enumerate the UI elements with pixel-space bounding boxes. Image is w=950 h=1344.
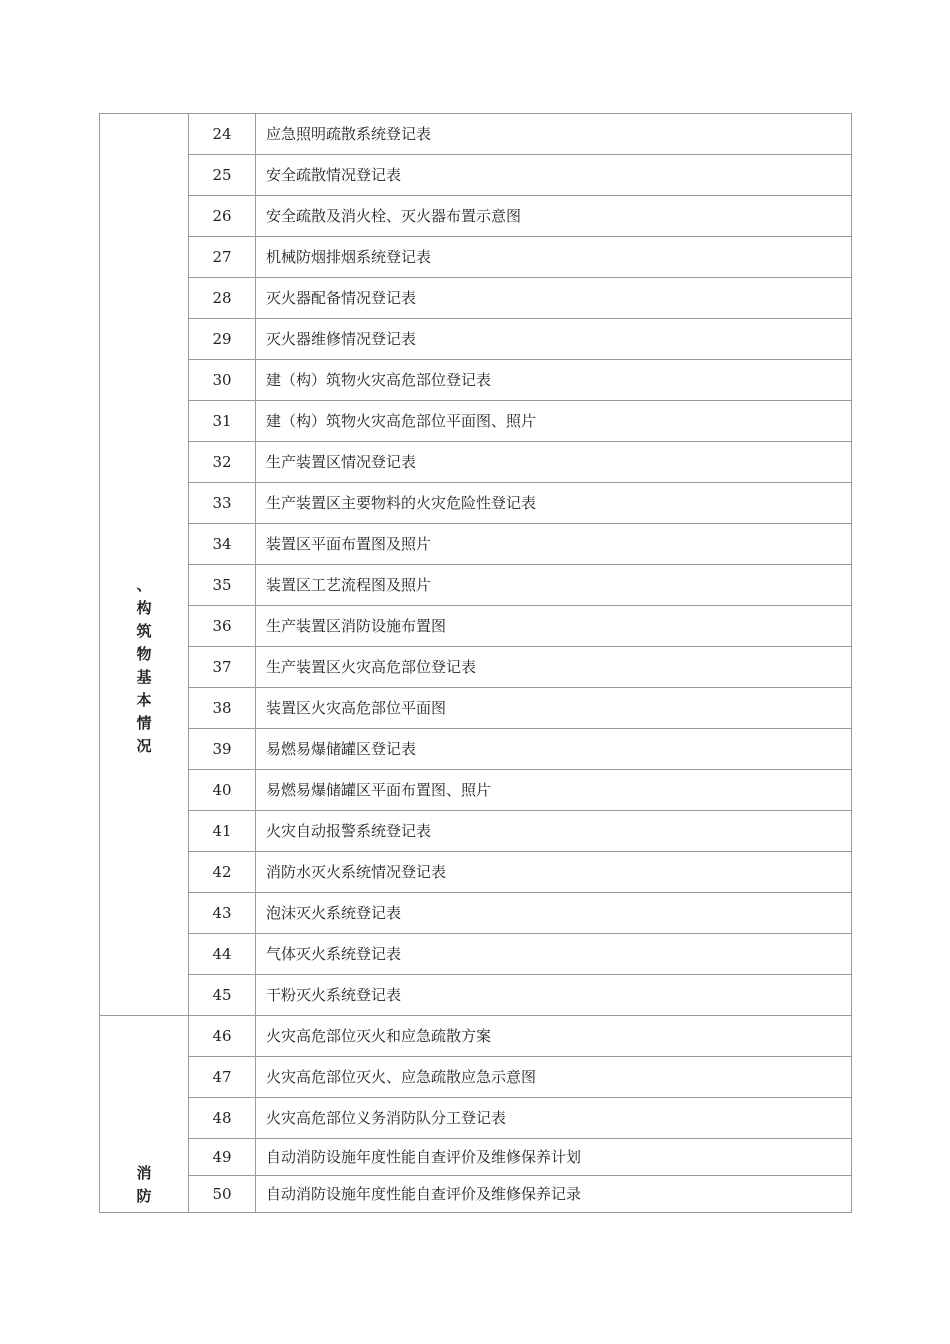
- row-number: 27: [189, 237, 256, 278]
- row-number: 24: [189, 114, 256, 155]
- table-row: [100, 401, 852, 442]
- table-row: [100, 1098, 852, 1139]
- table-row: [100, 278, 852, 319]
- row-title: 消防水灭火系统情况登记表: [256, 852, 852, 893]
- fire-safety-register-table: [99, 113, 852, 1213]
- row-title: 自动消防设施年度性能自查评价及维修保养记录: [256, 1176, 852, 1213]
- row-number: 38: [189, 688, 256, 729]
- category-cell-building-info: [100, 114, 189, 1016]
- row-title: 生产装置区主要物料的火灾危险性登记表: [256, 483, 852, 524]
- row-number: 29: [189, 319, 256, 360]
- row-number: 45: [189, 975, 256, 1016]
- row-title: 建（构）筑物火灾高危部位平面图、照片: [256, 401, 852, 442]
- category-char: 消: [136, 1164, 152, 1182]
- table-row: [100, 893, 852, 934]
- row-title: 应急照明疏散系统登记表: [256, 114, 852, 155]
- table-row: [100, 852, 852, 893]
- table-row: [100, 524, 852, 565]
- table-row: [100, 729, 852, 770]
- row-title: 火灾高危部位灭火和应急疏散方案: [256, 1016, 852, 1057]
- row-title: 生产装置区消防设施布置图: [256, 606, 852, 647]
- table-row: [100, 483, 852, 524]
- category-char: 构: [136, 599, 152, 617]
- table-body: [100, 114, 852, 1213]
- table-row: [100, 1139, 852, 1176]
- row-number: 48: [189, 1098, 256, 1139]
- row-number: 44: [189, 934, 256, 975]
- table-row: [100, 811, 852, 852]
- table-row: [100, 1016, 852, 1057]
- category-char: 本: [136, 691, 152, 709]
- row-number: 31: [189, 401, 256, 442]
- table-row: [100, 319, 852, 360]
- category-char: 基: [136, 668, 152, 686]
- table-row: [100, 688, 852, 729]
- table-row: [100, 360, 852, 401]
- row-number: 33: [189, 483, 256, 524]
- row-title: 灭火器配备情况登记表: [256, 278, 852, 319]
- row-title: 灭火器维修情况登记表: [256, 319, 852, 360]
- row-title: 干粉灭火系统登记表: [256, 975, 852, 1016]
- category-cell-fire-protection: [100, 1016, 189, 1213]
- category-char: 情: [136, 714, 152, 732]
- category-char: 、: [136, 576, 152, 594]
- row-number: 49: [189, 1139, 256, 1176]
- row-number: 40: [189, 770, 256, 811]
- category-char: 筑: [136, 622, 152, 640]
- row-number: 39: [189, 729, 256, 770]
- table-row: [100, 196, 852, 237]
- row-title: 装置区工艺流程图及照片: [256, 565, 852, 606]
- row-title: 建（构）筑物火灾高危部位登记表: [256, 360, 852, 401]
- row-number: 47: [189, 1057, 256, 1098]
- row-title: 气体灭火系统登记表: [256, 934, 852, 975]
- row-number: 30: [189, 360, 256, 401]
- row-number: 36: [189, 606, 256, 647]
- category-label: [100, 114, 188, 758]
- table-row: [100, 114, 852, 155]
- row-title: 生产装置区火灾高危部位登记表: [256, 647, 852, 688]
- category-char: 物: [136, 645, 152, 663]
- row-title: 泡沫灭火系统登记表: [256, 893, 852, 934]
- row-title: 装置区平面布置图及照片: [256, 524, 852, 565]
- row-title: 自动消防设施年度性能自查评价及维修保养计划: [256, 1139, 852, 1176]
- row-number: 32: [189, 442, 256, 483]
- category-label: [100, 1016, 188, 1208]
- category-char: 况: [136, 737, 152, 755]
- row-number: 43: [189, 893, 256, 934]
- row-title: 火灾高危部位义务消防队分工登记表: [256, 1098, 852, 1139]
- row-title: 易燃易爆储罐区平面布置图、照片: [256, 770, 852, 811]
- row-number: 50: [189, 1176, 256, 1213]
- table-row: [100, 606, 852, 647]
- row-number: 35: [189, 565, 256, 606]
- row-title: 安全疏散情况登记表: [256, 155, 852, 196]
- row-number: 34: [189, 524, 256, 565]
- row-title: 装置区火灾高危部位平面图: [256, 688, 852, 729]
- row-number: 26: [189, 196, 256, 237]
- table-row: [100, 770, 852, 811]
- table-row: [100, 442, 852, 483]
- row-title: 火灾自动报警系统登记表: [256, 811, 852, 852]
- table-row: [100, 1057, 852, 1098]
- row-title: 机械防烟排烟系统登记表: [256, 237, 852, 278]
- table-row: [100, 975, 852, 1016]
- table-row: [100, 1176, 852, 1213]
- row-title: 安全疏散及消火栓、灭火器布置示意图: [256, 196, 852, 237]
- row-title: 火灾高危部位灭火、应急疏散应急示意图: [256, 1057, 852, 1098]
- table-row: [100, 647, 852, 688]
- table-row: [100, 237, 852, 278]
- row-title: 易燃易爆储罐区登记表: [256, 729, 852, 770]
- category-char: 防: [136, 1187, 152, 1205]
- row-number: 42: [189, 852, 256, 893]
- row-number: 41: [189, 811, 256, 852]
- table-row: [100, 155, 852, 196]
- row-number: 37: [189, 647, 256, 688]
- row-title: 生产装置区情况登记表: [256, 442, 852, 483]
- table-row: [100, 934, 852, 975]
- table-row: [100, 565, 852, 606]
- row-number: 46: [189, 1016, 256, 1057]
- row-number: 28: [189, 278, 256, 319]
- row-number: 25: [189, 155, 256, 196]
